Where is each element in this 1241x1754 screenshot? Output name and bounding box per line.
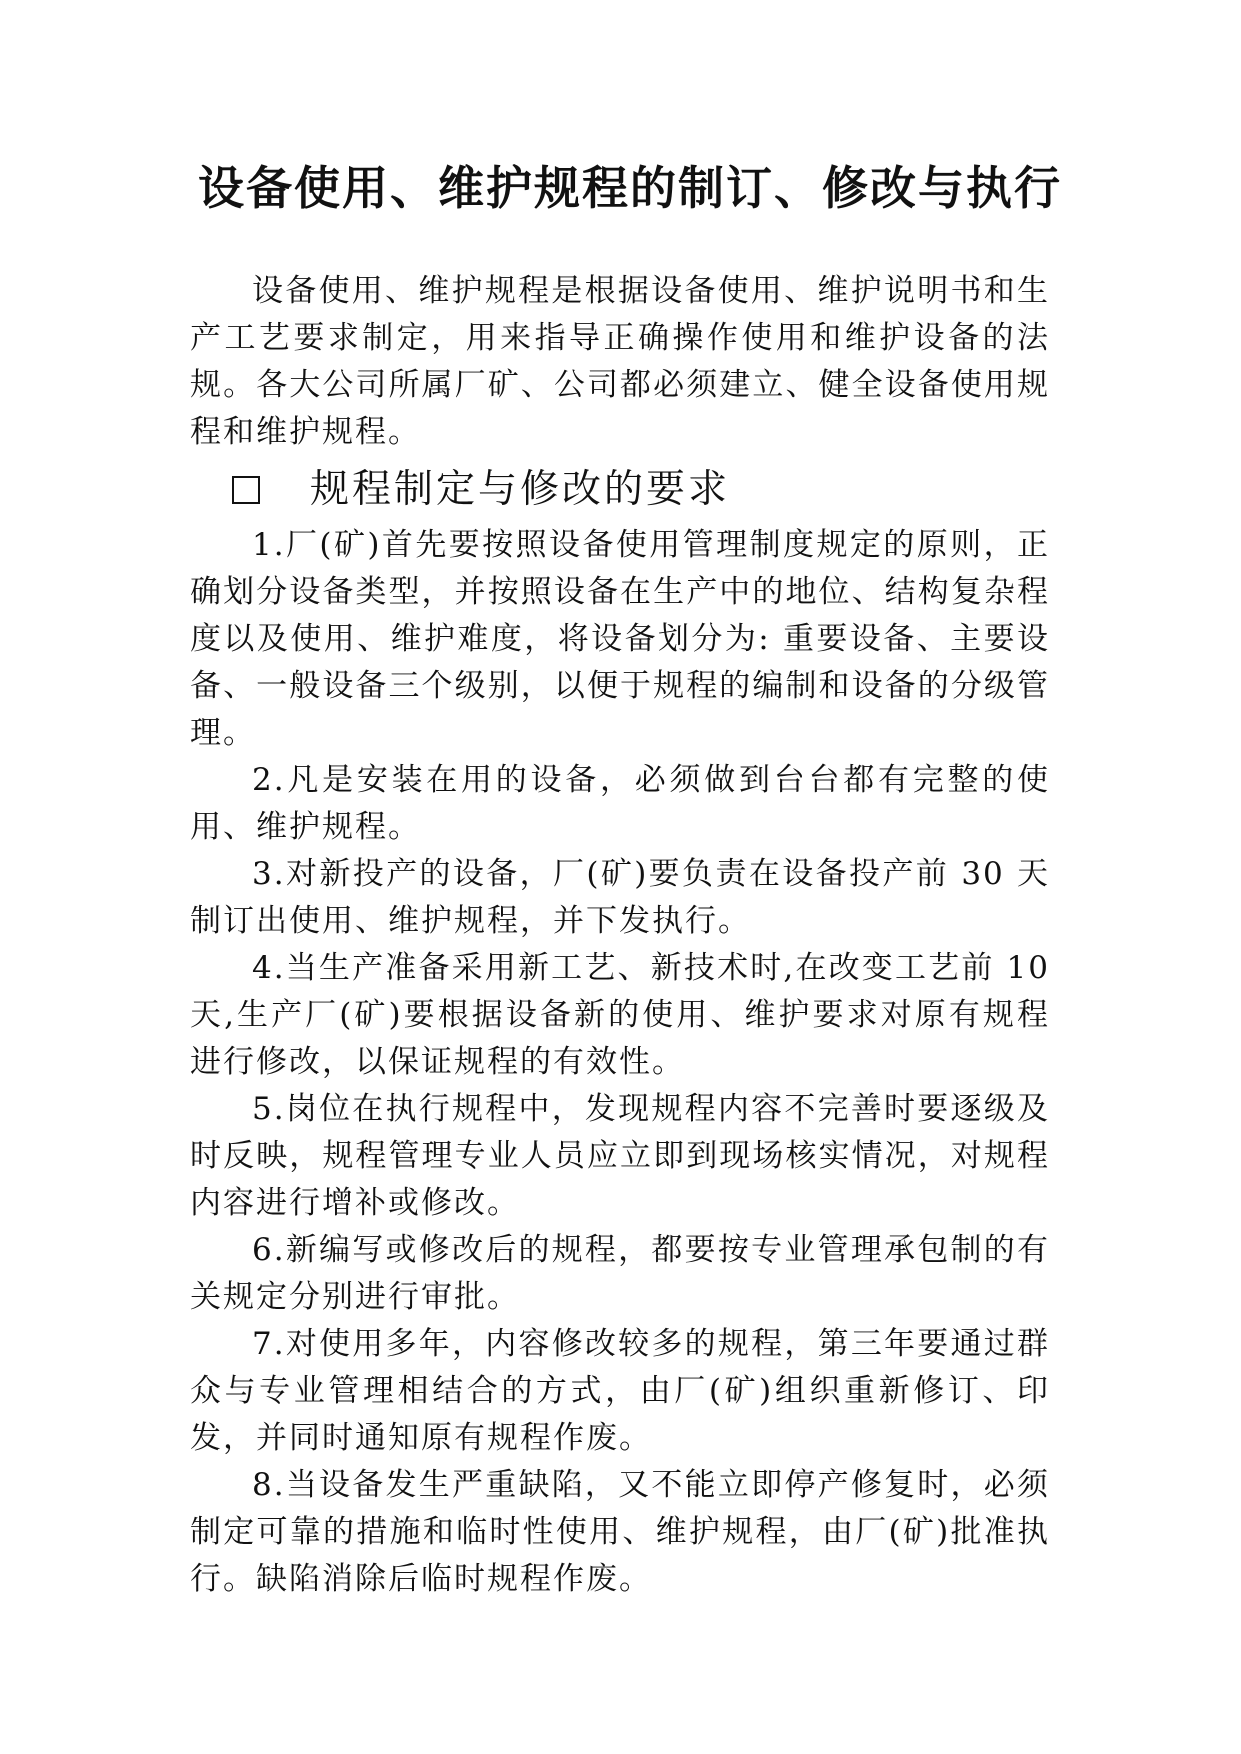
list-item: 6.新编写或修改后的规程，都要按专业管理承包制的有关规定分别进行审批。 — [190, 1232, 1050, 1315]
list-item: 3.对新投产的设备，厂(矿)要负责在设备投产前 30 天制订出使用、维护规程，并下发执行。 — [190, 856, 1050, 939]
list-item: 8.当设备发生严重缺陷，又不能立即停产修复时，必须制定可靠的措施和临时性使用、维护规程，由厂(矿)批准执行。缺陷消除后临时规程作废。 — [190, 1467, 1050, 1597]
document-title: 设备使用、维护规程的制订、修改与执行 — [198, 161, 1062, 215]
list-item: 5.岗位在执行规程中，发现规程内容不完善时要逐级及时反映，规程管理专业人员应立即到现场核实情况，对规程内容进行增补或修改。 — [190, 1091, 1050, 1221]
list-item: 2.凡是安装在用的设备，必须做到台台都有完整的使用、维护规程。 — [190, 762, 1050, 845]
document-body — [190, 268, 1050, 1603]
intro-paragraph: 设备使用、维护规程是根据设备使用、维护说明书和生产工艺要求制定，用来指导正确操作使用和维护设备的法规。各大公司所属厂矿、公司都必须建立、健全设备使用规程和维护规程。 — [190, 273, 1050, 450]
list-item: 4.当生产准备采用新工艺、新技术时,在改变工艺前 10 天,生产厂(矿)要根据设备新的使用、维护要求对原有规程进行修改，以保证规程的有效性。 — [190, 950, 1050, 1080]
checkbox-icon — [232, 476, 260, 504]
list-item: 7.对使用多年，内容修改较多的规程，第三年要通过群众与专业管理相结合的方式，由厂(矿)组织重新修订、印发，并同时通知原有规程作废。 — [190, 1326, 1050, 1456]
section-heading-text: 规程制定与修改的要求 — [310, 467, 731, 512]
section-heading — [190, 462, 1050, 518]
list-item: 1.厂(矿)首先要按照设备使用管理制度规定的原则，正确划分设备类型，并按照设备在生产中的地位、结构复杂程度以及使用、维护难度，将设备划分为: 重要设备、主要设备、一般设备三个级别，以便于规程的编制和设备的分级管理。 — [190, 527, 1050, 751]
